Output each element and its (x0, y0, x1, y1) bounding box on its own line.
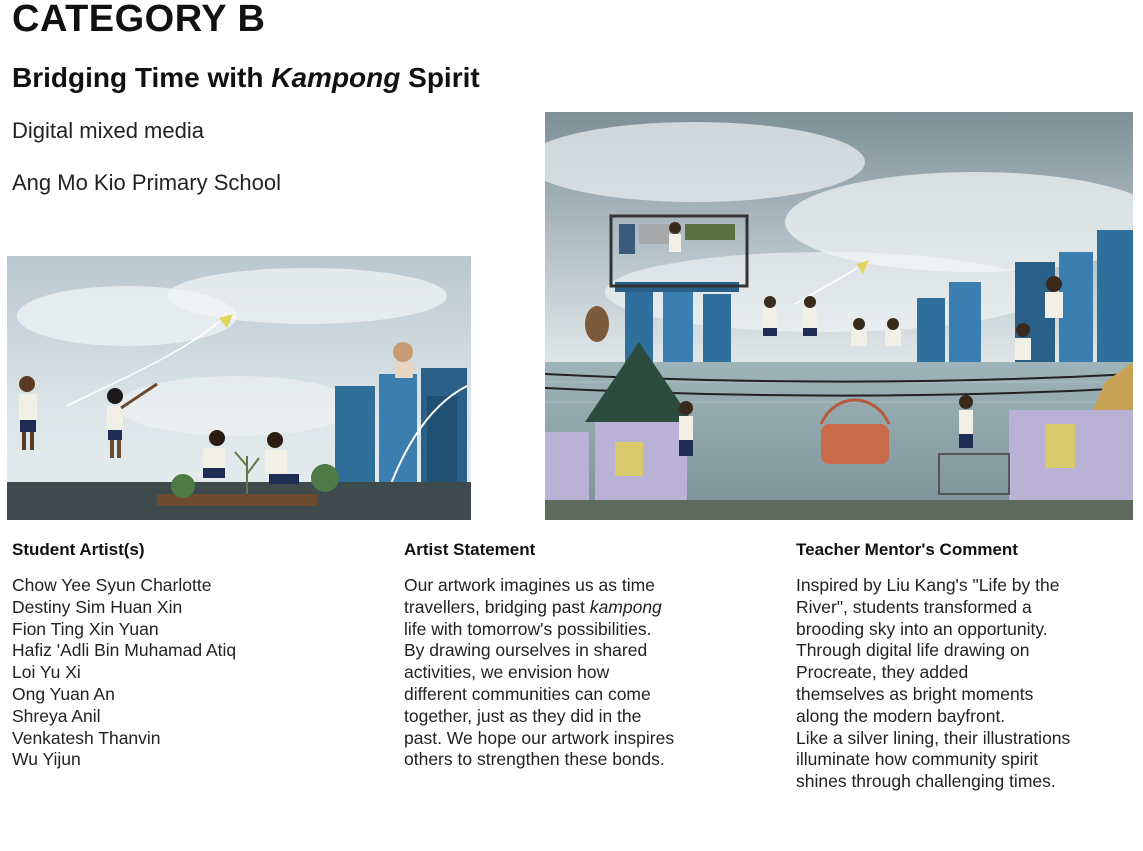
school-name: Ang Mo Kio Primary School (12, 170, 281, 195)
category-heading: CATEGORY B (12, 0, 266, 40)
artist-statement-text (404, 575, 764, 771)
list-item: Hafiz 'Adli Bin Muhamad Atiq (12, 640, 237, 661)
statement-line: life with tomorrow's possibilities. (404, 618, 652, 639)
statement-line: Our artwork imagines us as time (404, 575, 655, 595)
title-emphasis: Kampong (271, 62, 401, 93)
comment-line: brooding sky into an opportunity. (796, 618, 1048, 639)
comment-line: along the modern bayfront. (796, 705, 1006, 726)
comment-line: Inspired by Liu Kang's "Life by the (796, 575, 1060, 595)
statement-line: others to strengthen these bonds. (404, 749, 665, 770)
list-item: Chow Yee Syun Charlotte (12, 575, 212, 595)
comment-line: Procreate, they added (796, 662, 969, 683)
mentor-comment-heading: Teacher Mentor's Comment (796, 540, 1018, 559)
statement-emphasis: kampong (589, 596, 662, 617)
statement-line (404, 597, 764, 619)
artwork-detail-image (7, 256, 471, 520)
comment-line: illuminate how community spirit (796, 749, 1039, 770)
comment-line: themselves as bright moments (796, 683, 1034, 704)
list-item: Fion Ting Xin Yuan (12, 618, 159, 639)
statement-line: together, just as they did in the (404, 705, 642, 726)
statement-line: different communities can come (404, 683, 651, 704)
list-item: Loi Yu Xi (12, 662, 81, 683)
list-item: Wu Yijun (12, 749, 81, 770)
title-part-2: Spirit (400, 62, 480, 93)
artist-statement-heading: Artist Statement (404, 540, 536, 559)
comment-line: shines through challenging times. (796, 771, 1056, 792)
artwork-title (12, 62, 480, 94)
student-artists-heading: Student Artist(s) (12, 540, 145, 559)
artwork-medium: Digital mixed media (12, 118, 204, 143)
statement-line: activities, we envision how (404, 662, 610, 683)
statement-line: past. We hope our artwork inspires (404, 727, 675, 748)
list-item: Destiny Sim Huan Xin (12, 596, 183, 617)
artwork-main-image (545, 112, 1133, 520)
list-item: Venkatesh Thanvin (12, 727, 161, 748)
list-item: Shreya Anil (12, 705, 101, 726)
statement-line-text: travellers, bridging past (404, 596, 590, 617)
mentor-comment-text (796, 575, 1136, 793)
comment-line: Through digital life drawing on (796, 640, 1030, 661)
comment-line: Like a silver lining, their illustrations (796, 727, 1071, 748)
statement-line: By drawing ourselves in shared (404, 640, 648, 661)
title-part-1: Bridging Time with (12, 62, 272, 93)
comment-line: River", students transformed a (796, 596, 1032, 617)
student-artists-list (12, 575, 382, 771)
list-item: Ong Yuan An (12, 683, 115, 704)
